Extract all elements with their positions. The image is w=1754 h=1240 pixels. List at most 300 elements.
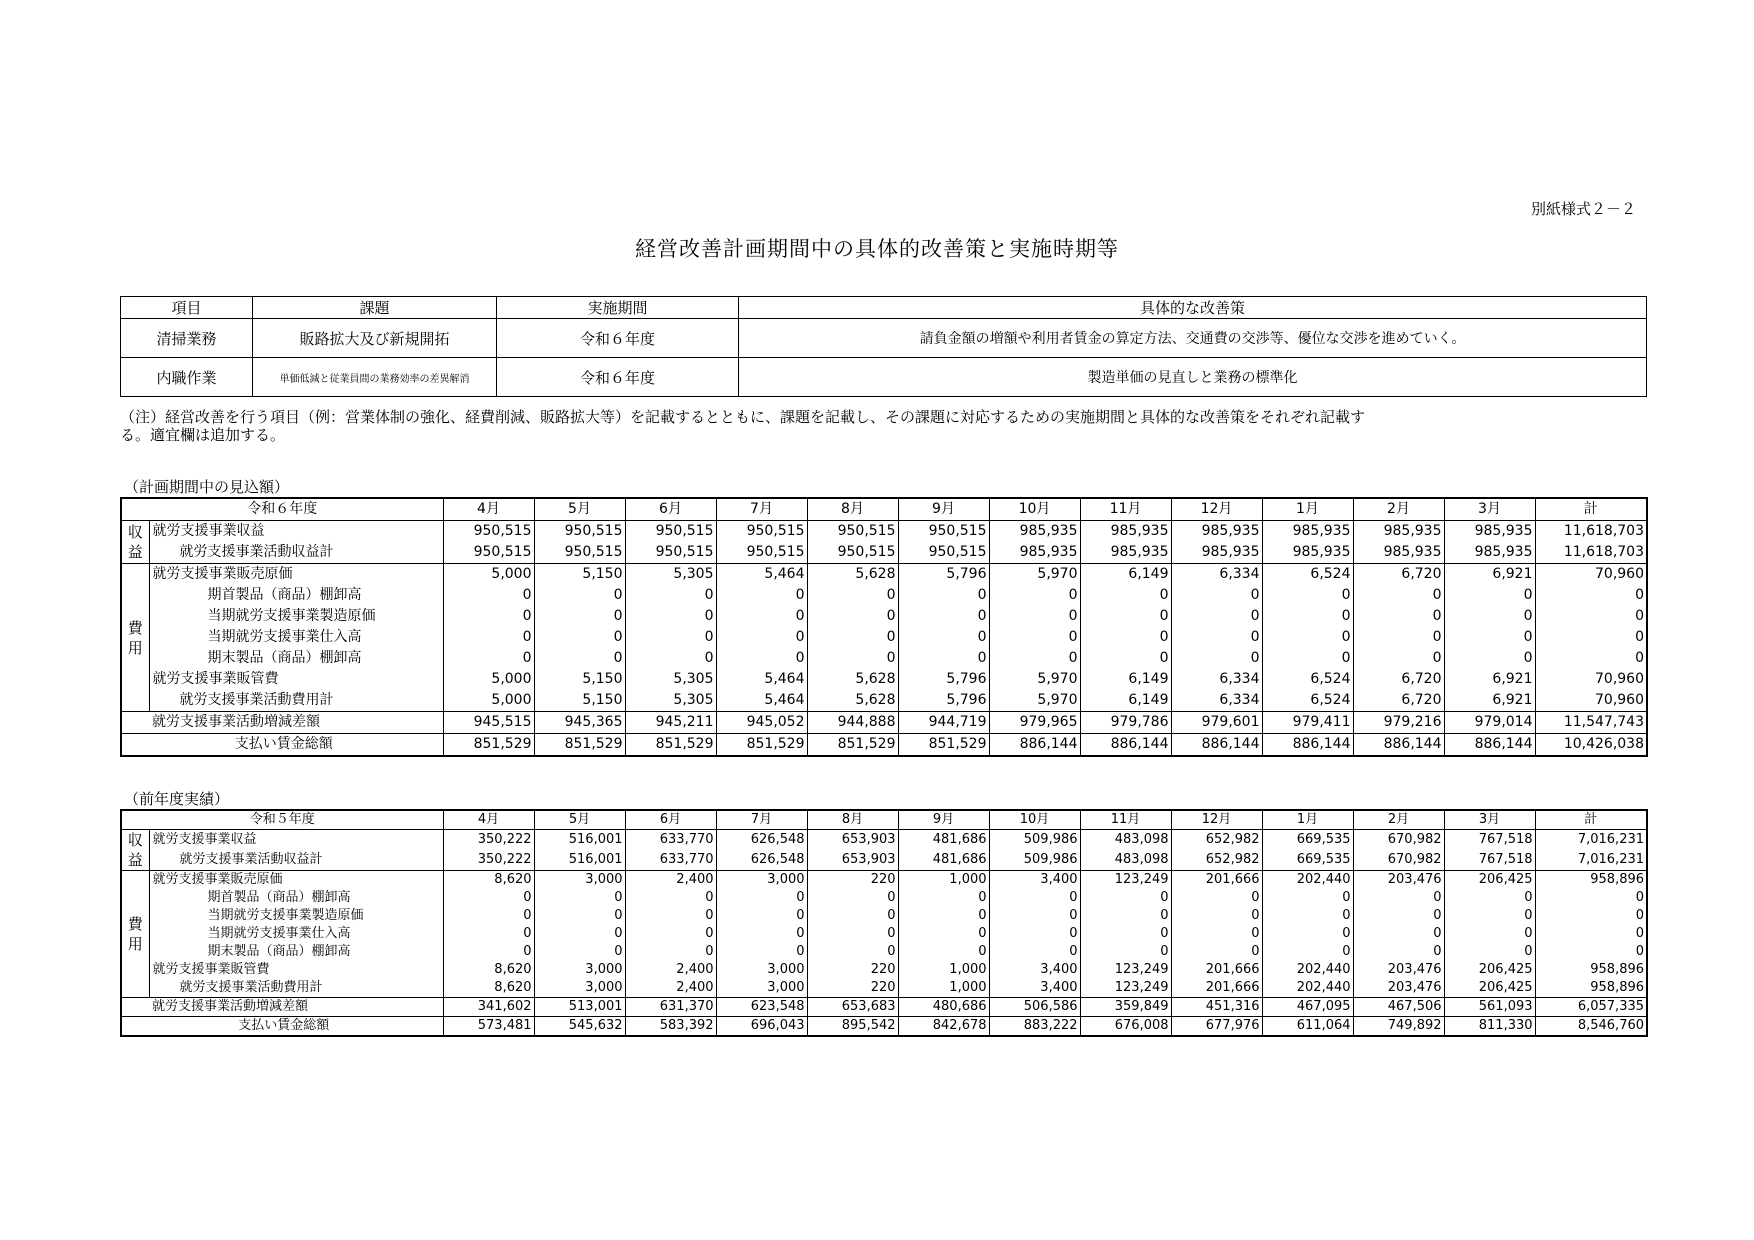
value-cell: 886,144 bbox=[1262, 734, 1353, 757]
value-cell: 480,686 bbox=[898, 998, 989, 1017]
value-cell: 0 bbox=[1080, 648, 1171, 669]
value-cell: 979,601 bbox=[1171, 712, 1262, 734]
value-cell: 0 bbox=[1080, 585, 1171, 606]
month-header: 3月 bbox=[1444, 810, 1535, 830]
row-label: 支払い賃金総額 bbox=[121, 734, 443, 757]
value-cell: 0 bbox=[534, 943, 625, 961]
value-cell: 6,334 bbox=[1171, 690, 1262, 712]
value-cell: 945,211 bbox=[625, 712, 716, 734]
value-cell: 0 bbox=[1080, 943, 1171, 961]
table-row bbox=[121, 871, 1647, 890]
value-cell: 6,524 bbox=[1262, 669, 1353, 690]
value-cell: 749,892 bbox=[1353, 1017, 1444, 1037]
value-cell: 633,770 bbox=[625, 850, 716, 871]
value-cell: 206,425 bbox=[1444, 871, 1535, 890]
value-cell: 70,960 bbox=[1535, 690, 1647, 712]
value-cell: 516,001 bbox=[534, 830, 625, 851]
value-cell: 0 bbox=[443, 907, 534, 925]
value-cell: 652,982 bbox=[1171, 830, 1262, 851]
value-cell: 1,000 bbox=[898, 871, 989, 890]
value-cell: 0 bbox=[716, 889, 807, 907]
month-header: 2月 bbox=[1353, 810, 1444, 830]
value-cell: 0 bbox=[1353, 925, 1444, 943]
value-cell: 573,481 bbox=[443, 1017, 534, 1037]
value-cell: 483,098 bbox=[1080, 850, 1171, 871]
value-cell: 842,678 bbox=[898, 1017, 989, 1037]
value-cell: 0 bbox=[1444, 606, 1535, 627]
row-label: 期末製品（商品）棚卸高 bbox=[149, 648, 443, 669]
value-cell: 483,098 bbox=[1080, 830, 1171, 851]
table-row bbox=[121, 690, 1647, 712]
row-label: 就労支援事業収益 bbox=[149, 521, 443, 543]
value-cell: 611,064 bbox=[1262, 1017, 1353, 1037]
value-cell: 0 bbox=[443, 889, 534, 907]
value-cell: 950,515 bbox=[534, 542, 625, 564]
month-header: 4月 bbox=[443, 498, 534, 521]
value-cell: 5,628 bbox=[807, 564, 898, 586]
value-cell: 0 bbox=[1444, 925, 1535, 943]
value-cell: 6,921 bbox=[1444, 669, 1535, 690]
row-label: 当期就労支援事業仕入高 bbox=[149, 925, 443, 943]
value-cell: 5,464 bbox=[716, 564, 807, 586]
value-cell: 886,144 bbox=[1444, 734, 1535, 757]
value-cell: 5,970 bbox=[989, 669, 1080, 690]
value-cell: 0 bbox=[716, 648, 807, 669]
value-cell: 0 bbox=[898, 627, 989, 648]
value-cell: 958,896 bbox=[1535, 871, 1647, 890]
forecast-table bbox=[120, 497, 1648, 757]
value-cell: 0 bbox=[716, 585, 807, 606]
value-cell: 0 bbox=[1444, 627, 1535, 648]
value-cell: 10,426,038 bbox=[1535, 734, 1647, 757]
value-cell: 516,001 bbox=[534, 850, 625, 871]
value-cell: 0 bbox=[989, 925, 1080, 943]
value-cell: 851,529 bbox=[443, 734, 534, 757]
value-cell: 467,506 bbox=[1353, 998, 1444, 1017]
value-cell: 0 bbox=[1535, 889, 1647, 907]
value-cell: 7,016,231 bbox=[1535, 830, 1647, 851]
value-cell: 3,000 bbox=[534, 979, 625, 998]
value-cell: 945,515 bbox=[443, 712, 534, 734]
value-cell: 985,935 bbox=[1444, 521, 1535, 543]
value-cell: 0 bbox=[1444, 889, 1535, 907]
value-cell: 0 bbox=[1262, 606, 1353, 627]
month-header: 10月 bbox=[989, 810, 1080, 830]
value-cell: 203,476 bbox=[1353, 961, 1444, 979]
value-cell: 886,144 bbox=[1171, 734, 1262, 757]
value-cell: 0 bbox=[989, 585, 1080, 606]
month-header: 3月 bbox=[1444, 498, 1535, 521]
table-header-row bbox=[121, 498, 1647, 521]
value-cell: 2,400 bbox=[625, 871, 716, 890]
plan-measure: 請負金額の増額や利用者賃金の算定方法、交通費の交渉等、優位な交渉を進めていく。 bbox=[739, 319, 1647, 358]
value-cell: 0 bbox=[625, 889, 716, 907]
value-cell: 0 bbox=[534, 627, 625, 648]
value-cell: 0 bbox=[1535, 925, 1647, 943]
value-cell: 979,216 bbox=[1353, 712, 1444, 734]
expense-category: 費 用 bbox=[121, 871, 149, 998]
note-line-2: る。適宜欄は追加する。 bbox=[120, 426, 286, 444]
month-header: 5月 bbox=[534, 498, 625, 521]
value-cell: 1,000 bbox=[898, 961, 989, 979]
value-cell: 0 bbox=[443, 925, 534, 943]
value-cell: 0 bbox=[1353, 648, 1444, 669]
value-cell: 0 bbox=[716, 606, 807, 627]
value-cell: 3,400 bbox=[989, 871, 1080, 890]
value-cell: 0 bbox=[1171, 889, 1262, 907]
value-cell: 5,796 bbox=[898, 669, 989, 690]
value-cell: 8,620 bbox=[443, 961, 534, 979]
value-cell: 696,043 bbox=[716, 1017, 807, 1037]
row-label: 就労支援事業販売原価 bbox=[149, 564, 443, 586]
value-cell: 0 bbox=[989, 943, 1080, 961]
value-cell: 220 bbox=[807, 871, 898, 890]
value-cell: 2,400 bbox=[625, 961, 716, 979]
month-header: 1月 bbox=[1262, 498, 1353, 521]
value-cell: 985,935 bbox=[1353, 521, 1444, 543]
value-cell: 0 bbox=[898, 925, 989, 943]
table-header-row bbox=[121, 810, 1647, 830]
month-header: 11月 bbox=[1080, 498, 1171, 521]
value-cell: 0 bbox=[1535, 627, 1647, 648]
value-cell: 0 bbox=[1535, 943, 1647, 961]
value-cell: 5,150 bbox=[534, 690, 625, 712]
value-cell: 0 bbox=[1171, 606, 1262, 627]
value-cell: 950,515 bbox=[807, 542, 898, 564]
month-header: 1月 bbox=[1262, 810, 1353, 830]
value-cell: 481,686 bbox=[898, 850, 989, 871]
value-cell: 0 bbox=[807, 606, 898, 627]
value-cell: 985,935 bbox=[1171, 542, 1262, 564]
row-label: 就労支援事業活動収益計 bbox=[149, 850, 443, 871]
month-header: 8月 bbox=[807, 498, 898, 521]
month-header: 11月 bbox=[1080, 810, 1171, 830]
value-cell: 851,529 bbox=[716, 734, 807, 757]
table-row bbox=[121, 648, 1647, 669]
previous-caption: （前年度実績） bbox=[124, 790, 230, 808]
value-cell: 0 bbox=[1262, 627, 1353, 648]
value-cell: 0 bbox=[443, 648, 534, 669]
value-cell: 944,719 bbox=[898, 712, 989, 734]
value-cell: 0 bbox=[625, 627, 716, 648]
value-cell: 0 bbox=[1080, 925, 1171, 943]
value-cell: 0 bbox=[898, 889, 989, 907]
value-cell: 0 bbox=[1262, 585, 1353, 606]
value-cell: 5,464 bbox=[716, 669, 807, 690]
value-cell: 0 bbox=[1262, 648, 1353, 669]
value-cell: 0 bbox=[716, 627, 807, 648]
value-cell: 0 bbox=[1353, 627, 1444, 648]
row-label: 当期就労支援事業製造原価 bbox=[149, 606, 443, 627]
value-cell: 0 bbox=[807, 889, 898, 907]
value-cell: 561,093 bbox=[1444, 998, 1535, 1017]
value-cell: 203,476 bbox=[1353, 979, 1444, 998]
value-cell: 2,400 bbox=[625, 979, 716, 998]
value-cell: 0 bbox=[625, 585, 716, 606]
value-cell: 0 bbox=[1080, 889, 1171, 907]
improvement-plan-table bbox=[120, 296, 1647, 397]
value-cell: 0 bbox=[1353, 907, 1444, 925]
value-cell: 6,720 bbox=[1353, 564, 1444, 586]
value-cell: 985,935 bbox=[1080, 542, 1171, 564]
value-cell: 3,400 bbox=[989, 961, 1080, 979]
value-cell: 123,249 bbox=[1080, 979, 1171, 998]
value-cell: 467,095 bbox=[1262, 998, 1353, 1017]
plan-row bbox=[121, 358, 1647, 397]
value-cell: 945,365 bbox=[534, 712, 625, 734]
value-cell: 0 bbox=[1353, 943, 1444, 961]
value-cell: 11,618,703 bbox=[1535, 521, 1647, 543]
value-cell: 0 bbox=[534, 648, 625, 669]
table-row bbox=[121, 925, 1647, 943]
value-cell: 509,986 bbox=[989, 830, 1080, 851]
value-cell: 359,849 bbox=[1080, 998, 1171, 1017]
fiscal-year: 令和５年度 bbox=[121, 810, 443, 830]
value-cell: 1,000 bbox=[898, 979, 989, 998]
value-cell: 945,052 bbox=[716, 712, 807, 734]
value-cell: 0 bbox=[1171, 585, 1262, 606]
value-cell: 0 bbox=[1444, 585, 1535, 606]
value-cell: 0 bbox=[1171, 648, 1262, 669]
table-row bbox=[121, 961, 1647, 979]
value-cell: 0 bbox=[625, 925, 716, 943]
table-row bbox=[121, 564, 1647, 586]
value-cell: 0 bbox=[443, 585, 534, 606]
value-cell: 626,548 bbox=[716, 850, 807, 871]
table-row bbox=[121, 627, 1647, 648]
row-label: 就労支援事業収益 bbox=[149, 830, 443, 851]
value-cell: 123,249 bbox=[1080, 871, 1171, 890]
plan-measure: 製造単価の見直しと業務の標準化 bbox=[739, 358, 1647, 397]
value-cell: 985,935 bbox=[989, 521, 1080, 543]
row-label: 当期就労支援事業仕入高 bbox=[149, 627, 443, 648]
table-row bbox=[121, 830, 1647, 851]
revenue-category: 収 益 bbox=[121, 830, 149, 871]
value-cell: 0 bbox=[1535, 907, 1647, 925]
value-cell: 0 bbox=[1444, 907, 1535, 925]
value-cell: 0 bbox=[1444, 648, 1535, 669]
value-cell: 6,720 bbox=[1353, 669, 1444, 690]
value-cell: 5,464 bbox=[716, 690, 807, 712]
plan-header-item: 項目 bbox=[121, 297, 253, 319]
plan-row bbox=[121, 319, 1647, 358]
value-cell: 0 bbox=[989, 606, 1080, 627]
value-cell: 653,683 bbox=[807, 998, 898, 1017]
table-row bbox=[121, 542, 1647, 564]
value-cell: 958,896 bbox=[1535, 961, 1647, 979]
value-cell: 506,586 bbox=[989, 998, 1080, 1017]
value-cell: 950,515 bbox=[534, 521, 625, 543]
value-cell: 0 bbox=[1262, 907, 1353, 925]
value-cell: 0 bbox=[1535, 648, 1647, 669]
value-cell: 5,000 bbox=[443, 669, 534, 690]
value-cell: 0 bbox=[625, 648, 716, 669]
page-title: 経営改善計画期間中の具体的改善策と実施時期等 bbox=[635, 237, 1119, 261]
value-cell: 653,903 bbox=[807, 850, 898, 871]
value-cell: 5,305 bbox=[625, 564, 716, 586]
plan-header-measures: 具体的な改善策 bbox=[739, 297, 1647, 319]
value-cell: 0 bbox=[898, 943, 989, 961]
value-cell: 3,000 bbox=[534, 871, 625, 890]
value-cell: 950,515 bbox=[625, 542, 716, 564]
value-cell: 5,628 bbox=[807, 669, 898, 690]
value-cell: 8,546,760 bbox=[1535, 1017, 1647, 1037]
value-cell: 3,000 bbox=[716, 979, 807, 998]
value-cell: 0 bbox=[898, 648, 989, 669]
value-cell: 202,440 bbox=[1262, 961, 1353, 979]
value-cell: 11,618,703 bbox=[1535, 542, 1647, 564]
value-cell: 985,935 bbox=[1444, 542, 1535, 564]
value-cell: 0 bbox=[898, 585, 989, 606]
value-cell: 652,982 bbox=[1171, 850, 1262, 871]
value-cell: 3,000 bbox=[716, 871, 807, 890]
value-cell: 958,896 bbox=[1535, 979, 1647, 998]
value-cell: 123,249 bbox=[1080, 961, 1171, 979]
value-cell: 985,935 bbox=[1171, 521, 1262, 543]
plan-header-issue: 課題 bbox=[253, 297, 497, 319]
table-row bbox=[121, 712, 1647, 734]
value-cell: 5,796 bbox=[898, 564, 989, 586]
row-label: 当期就労支援事業製造原価 bbox=[149, 907, 443, 925]
value-cell: 0 bbox=[1535, 606, 1647, 627]
value-cell: 0 bbox=[534, 907, 625, 925]
plan-period: 令和６年度 bbox=[497, 319, 739, 358]
value-cell: 6,921 bbox=[1444, 564, 1535, 586]
plan-period: 令和６年度 bbox=[497, 358, 739, 397]
value-cell: 851,529 bbox=[625, 734, 716, 757]
row-label: 就労支援事業販管費 bbox=[149, 669, 443, 690]
value-cell: 0 bbox=[716, 907, 807, 925]
month-header: 9月 bbox=[898, 498, 989, 521]
value-cell: 6,720 bbox=[1353, 690, 1444, 712]
value-cell: 669,535 bbox=[1262, 830, 1353, 851]
value-cell: 8,620 bbox=[443, 979, 534, 998]
value-cell: 767,518 bbox=[1444, 830, 1535, 851]
value-cell: 7,016,231 bbox=[1535, 850, 1647, 871]
value-cell: 0 bbox=[807, 943, 898, 961]
value-cell: 0 bbox=[1080, 606, 1171, 627]
value-cell: 0 bbox=[625, 943, 716, 961]
value-cell: 6,057,335 bbox=[1535, 998, 1647, 1017]
value-cell: 201,666 bbox=[1171, 871, 1262, 890]
value-cell: 950,515 bbox=[716, 521, 807, 543]
row-label: 就労支援事業販売原価 bbox=[149, 871, 443, 890]
value-cell: 6,921 bbox=[1444, 690, 1535, 712]
value-cell: 509,986 bbox=[989, 850, 1080, 871]
value-cell: 6,149 bbox=[1080, 564, 1171, 586]
value-cell: 623,548 bbox=[716, 998, 807, 1017]
table-row bbox=[121, 943, 1647, 961]
value-cell: 0 bbox=[989, 627, 1080, 648]
table-row bbox=[121, 850, 1647, 871]
value-cell: 851,529 bbox=[534, 734, 625, 757]
value-cell: 0 bbox=[989, 907, 1080, 925]
value-cell: 0 bbox=[1171, 907, 1262, 925]
value-cell: 0 bbox=[1080, 907, 1171, 925]
value-cell: 0 bbox=[807, 648, 898, 669]
note-line-1: （注）経営改善を行う項目（例：営業体制の強化、経費削減、販路拡大等）を記載するとともに、課題を記載し、その課題に対応するための実施期間と具体的な改善策をそれぞれ記載す bbox=[120, 408, 1366, 426]
month-header: 7月 bbox=[716, 810, 807, 830]
value-cell: 670,982 bbox=[1353, 850, 1444, 871]
value-cell: 895,542 bbox=[807, 1017, 898, 1037]
value-cell: 6,334 bbox=[1171, 669, 1262, 690]
month-header: 12月 bbox=[1171, 498, 1262, 521]
month-header: 9月 bbox=[898, 810, 989, 830]
value-cell: 0 bbox=[1171, 925, 1262, 943]
value-cell: 6,149 bbox=[1080, 690, 1171, 712]
value-cell: 950,515 bbox=[443, 521, 534, 543]
value-cell: 985,935 bbox=[1080, 521, 1171, 543]
value-cell: 0 bbox=[807, 585, 898, 606]
value-cell: 220 bbox=[807, 961, 898, 979]
value-cell: 202,440 bbox=[1262, 979, 1353, 998]
value-cell: 0 bbox=[716, 943, 807, 961]
month-header: 6月 bbox=[625, 810, 716, 830]
value-cell: 0 bbox=[1353, 889, 1444, 907]
month-header: 6月 bbox=[625, 498, 716, 521]
value-cell: 5,970 bbox=[989, 690, 1080, 712]
value-cell: 0 bbox=[1080, 627, 1171, 648]
value-cell: 979,014 bbox=[1444, 712, 1535, 734]
value-cell: 0 bbox=[1353, 585, 1444, 606]
value-cell: 0 bbox=[534, 606, 625, 627]
month-header: 5月 bbox=[534, 810, 625, 830]
value-cell: 0 bbox=[716, 925, 807, 943]
value-cell: 0 bbox=[1353, 606, 1444, 627]
value-cell: 350,222 bbox=[443, 830, 534, 851]
value-cell: 883,222 bbox=[989, 1017, 1080, 1037]
table-row bbox=[121, 606, 1647, 627]
value-cell: 3,000 bbox=[534, 961, 625, 979]
plan-issue: 販路拡大及び新規開拓 bbox=[253, 319, 497, 358]
table-row bbox=[121, 585, 1647, 606]
value-cell: 3,400 bbox=[989, 979, 1080, 998]
value-cell: 985,935 bbox=[1353, 542, 1444, 564]
value-cell: 0 bbox=[534, 925, 625, 943]
row-label: 支払い賃金総額 bbox=[121, 1017, 443, 1037]
value-cell: 583,392 bbox=[625, 1017, 716, 1037]
value-cell: 5,305 bbox=[625, 690, 716, 712]
table-row bbox=[121, 998, 1647, 1017]
value-cell: 70,960 bbox=[1535, 564, 1647, 586]
value-cell: 0 bbox=[625, 606, 716, 627]
value-cell: 851,529 bbox=[807, 734, 898, 757]
plan-item: 内職作業 bbox=[121, 358, 253, 397]
value-cell: 5,150 bbox=[534, 669, 625, 690]
value-cell: 0 bbox=[443, 606, 534, 627]
expense-category: 費 用 bbox=[121, 564, 149, 712]
value-cell: 6,524 bbox=[1262, 564, 1353, 586]
previous-table bbox=[120, 809, 1648, 1037]
row-label: 期末製品（商品）棚卸高 bbox=[149, 943, 443, 961]
value-cell: 201,666 bbox=[1171, 961, 1262, 979]
value-cell: 0 bbox=[1444, 943, 1535, 961]
value-cell: 5,628 bbox=[807, 690, 898, 712]
value-cell: 0 bbox=[1171, 943, 1262, 961]
month-header: 8月 bbox=[807, 810, 898, 830]
value-cell: 0 bbox=[443, 943, 534, 961]
value-cell: 886,144 bbox=[1080, 734, 1171, 757]
value-cell: 0 bbox=[534, 585, 625, 606]
month-header: 10月 bbox=[989, 498, 1080, 521]
plan-issue: 単価低減と従業員間の業務効率の差異解消 bbox=[253, 358, 497, 397]
value-cell: 631,370 bbox=[625, 998, 716, 1017]
value-cell: 6,524 bbox=[1262, 690, 1353, 712]
fiscal-year: 令和６年度 bbox=[121, 498, 443, 521]
value-cell: 8,620 bbox=[443, 871, 534, 890]
month-header: 12月 bbox=[1171, 810, 1262, 830]
table-row bbox=[121, 521, 1647, 543]
